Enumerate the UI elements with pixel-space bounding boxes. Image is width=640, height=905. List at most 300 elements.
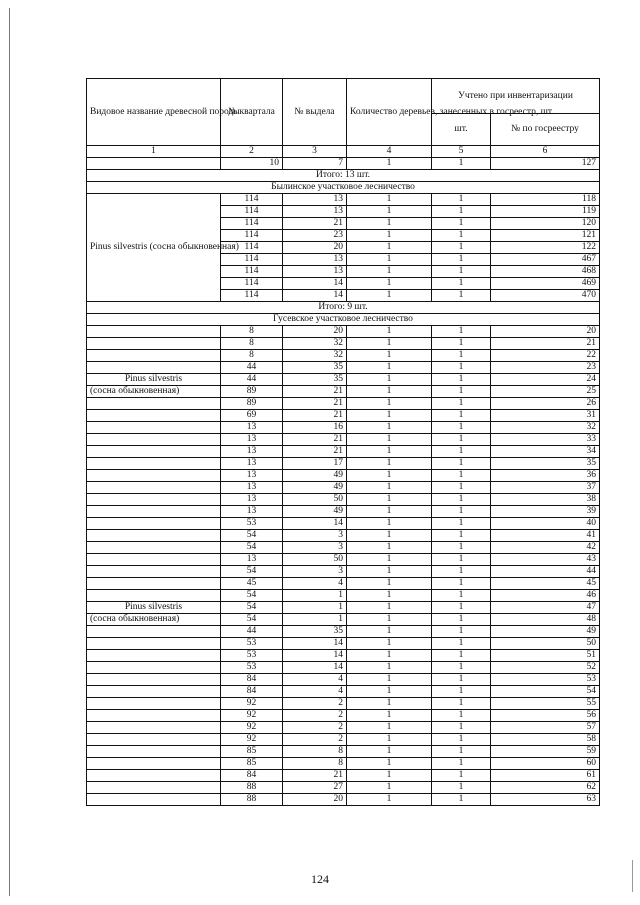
count-cell: 1 [347, 782, 432, 794]
registry-number-cell: 43 [491, 554, 600, 566]
pieces-cell: 1 [432, 218, 491, 230]
count-cell: 1 [347, 254, 432, 266]
total-row [87, 302, 600, 314]
table-row [87, 638, 600, 650]
section-cell: 21 [283, 410, 347, 422]
species-cell [87, 746, 221, 758]
quarter-cell: 114 [221, 278, 283, 290]
registry-number-cell: 44 [491, 566, 600, 578]
pieces-cell: 1 [432, 674, 491, 686]
count-cell: 1 [347, 614, 432, 626]
table-row [87, 458, 600, 470]
species-cell [87, 662, 221, 674]
count-cell: 1 [347, 422, 432, 434]
table-row [87, 374, 600, 386]
table-row [87, 614, 600, 626]
count-cell: 1 [347, 542, 432, 554]
quarter-cell: 45 [221, 578, 283, 590]
tree-registry-table [86, 78, 600, 806]
section-cell: 2 [283, 734, 347, 746]
species-cell [87, 506, 221, 518]
section-cell: 8 [283, 746, 347, 758]
species-cell [87, 554, 221, 566]
quarter-cell: 88 [221, 794, 283, 806]
pieces-cell: 1 [432, 434, 491, 446]
count-cell: 1 [347, 266, 432, 278]
registry-number-cell: 35 [491, 458, 600, 470]
registry-number-cell: 41 [491, 530, 600, 542]
quarter-cell: 54 [221, 566, 283, 578]
table-row [87, 782, 600, 794]
pieces-cell: 1 [432, 506, 491, 518]
count-cell: 1 [347, 674, 432, 686]
pieces-cell: 1 [432, 590, 491, 602]
section-cell: 14 [283, 650, 347, 662]
pieces-cell: 1 [432, 686, 491, 698]
quarter-cell: 53 [221, 650, 283, 662]
quarter-cell: 114 [221, 206, 283, 218]
section-cell: 21 [283, 386, 347, 398]
quarter-cell: 13 [221, 506, 283, 518]
section-cell: 4 [283, 686, 347, 698]
count-cell: 1 [347, 746, 432, 758]
registry-number-cell: 53 [491, 674, 600, 686]
table-row [87, 794, 600, 806]
pieces-cell: 1 [432, 338, 491, 350]
count-cell: 1 [347, 158, 432, 170]
pieces-cell: 1 [432, 650, 491, 662]
table-row [87, 470, 600, 482]
quarter-cell: 8 [221, 338, 283, 350]
pieces-cell: 1 [432, 530, 491, 542]
pieces-cell: 1 [432, 386, 491, 398]
quarter-cell: 114 [221, 290, 283, 302]
section-cell: 35 [283, 374, 347, 386]
registry-number-cell: 61 [491, 770, 600, 782]
pieces-cell: 1 [432, 230, 491, 242]
registry-number-cell: 54 [491, 686, 600, 698]
quarter-cell: 13 [221, 458, 283, 470]
species-cell [87, 794, 221, 806]
table-row [87, 650, 600, 662]
count-cell: 1 [347, 218, 432, 230]
pieces-cell: 1 [432, 746, 491, 758]
pieces-cell: 1 [432, 266, 491, 278]
forestry-row [87, 314, 600, 326]
pieces-cell: 1 [432, 782, 491, 794]
registry-number-cell: 23 [491, 362, 600, 374]
count-cell: 1 [347, 758, 432, 770]
section-cell: 4 [283, 578, 347, 590]
registry-number-cell: 50 [491, 638, 600, 650]
table-row [87, 518, 600, 530]
section-cell: 35 [283, 362, 347, 374]
section-cell: 49 [283, 470, 347, 482]
quarter-cell: 44 [221, 362, 283, 374]
quarter-cell: 54 [221, 614, 283, 626]
section-cell: 1 [283, 614, 347, 626]
pieces-cell: 1 [432, 482, 491, 494]
pieces-cell: 1 [432, 734, 491, 746]
species-cell [87, 674, 221, 686]
table-row [87, 506, 600, 518]
table-row [87, 590, 600, 602]
registry-number-cell: 37 [491, 482, 600, 494]
species-cell [87, 698, 221, 710]
section-cell: 35 [283, 626, 347, 638]
quarter-cell: 89 [221, 386, 283, 398]
count-cell: 1 [347, 710, 432, 722]
quarter-cell: 92 [221, 722, 283, 734]
section-cell: 21 [283, 398, 347, 410]
pieces-cell: 1 [432, 242, 491, 254]
quarter-cell: 88 [221, 782, 283, 794]
species-common-name: (сосна обыкновенная) [87, 614, 221, 626]
section-cell: 4 [283, 674, 347, 686]
quarter-cell: 84 [221, 674, 283, 686]
section-cell: 23 [283, 230, 347, 242]
count-cell: 1 [347, 326, 432, 338]
table-row [87, 194, 600, 206]
table-row [87, 734, 600, 746]
count-cell: 1 [347, 206, 432, 218]
pieces-cell: 1 [432, 662, 491, 674]
registry-number-cell: 40 [491, 518, 600, 530]
section-cell: 20 [283, 794, 347, 806]
species-latin-name: Pinus silvestris [87, 602, 221, 614]
count-cell: 1 [347, 434, 432, 446]
section-cell: 21 [283, 770, 347, 782]
header-row [87, 79, 600, 114]
scan-edge-line [9, 8, 10, 896]
count-cell: 1 [347, 626, 432, 638]
table-row [87, 770, 600, 782]
column-number: 1 [87, 146, 221, 158]
species-cell [87, 650, 221, 662]
registry-number-cell: 32 [491, 422, 600, 434]
header-tree-count: Количество деревьев, занесенных в госреестр, шт. [347, 79, 432, 146]
species-cell [87, 410, 221, 422]
table-row [87, 542, 600, 554]
section-cell: 21 [283, 446, 347, 458]
quarter-cell: 84 [221, 770, 283, 782]
quarter-cell: 85 [221, 758, 283, 770]
pieces-cell: 1 [432, 194, 491, 206]
species-cell [87, 398, 221, 410]
table-row [87, 554, 600, 566]
quarter-cell: 54 [221, 530, 283, 542]
pieces-cell: 1 [432, 494, 491, 506]
count-cell: 1 [347, 518, 432, 530]
species-cell [87, 686, 221, 698]
registry-number-cell: 470 [491, 290, 600, 302]
pieces-cell: 1 [432, 362, 491, 374]
count-cell: 1 [347, 398, 432, 410]
column-number: 3 [283, 146, 347, 158]
quarter-cell: 44 [221, 374, 283, 386]
pieces-cell: 1 [432, 566, 491, 578]
count-cell: 1 [347, 662, 432, 674]
quarter-cell: 84 [221, 686, 283, 698]
registry-number-cell: 121 [491, 230, 600, 242]
pieces-cell: 1 [432, 698, 491, 710]
quarter-cell: 89 [221, 398, 283, 410]
pieces-cell: 1 [432, 722, 491, 734]
species-cell [87, 326, 221, 338]
section-cell: 14 [283, 638, 347, 650]
registry-number-cell: 469 [491, 278, 600, 290]
section-cell: 21 [283, 218, 347, 230]
species-cell [87, 710, 221, 722]
species-cell [87, 638, 221, 650]
count-cell: 1 [347, 566, 432, 578]
pieces-cell: 1 [432, 350, 491, 362]
table-row [87, 674, 600, 686]
section-cell: 2 [283, 698, 347, 710]
table-row [87, 698, 600, 710]
section-cell: 20 [283, 242, 347, 254]
quarter-cell: 13 [221, 446, 283, 458]
species-latin-name: Pinus silvestris [87, 374, 221, 386]
section-cell: 32 [283, 338, 347, 350]
table-row [87, 326, 600, 338]
registry-number-cell: 62 [491, 782, 600, 794]
section-cell: 17 [283, 458, 347, 470]
column-number: 6 [491, 146, 600, 158]
species-cell [87, 566, 221, 578]
count-cell: 1 [347, 530, 432, 542]
header-inventory: Учтено при инвентаризации [432, 79, 600, 114]
section-cell: 50 [283, 494, 347, 506]
section-cell: 1 [283, 590, 347, 602]
species-cell [87, 446, 221, 458]
species-cell [87, 422, 221, 434]
count-cell: 1 [347, 470, 432, 482]
registry-number-cell: 26 [491, 398, 600, 410]
species-cell [87, 590, 221, 602]
registry-number-cell: 118 [491, 194, 600, 206]
registry-number-cell: 39 [491, 506, 600, 518]
quarter-cell: 53 [221, 662, 283, 674]
section-cell: 27 [283, 782, 347, 794]
pieces-cell: 1 [432, 578, 491, 590]
pieces-cell: 1 [432, 446, 491, 458]
count-cell: 1 [347, 410, 432, 422]
registry-number-cell: 36 [491, 470, 600, 482]
total-row [87, 170, 600, 182]
registry-number-cell: 56 [491, 710, 600, 722]
section-cell: 14 [283, 662, 347, 674]
table-row [87, 686, 600, 698]
species-common-name: (сосна обыкновенная) [87, 386, 221, 398]
pieces-cell: 1 [432, 602, 491, 614]
registry-number-cell: 33 [491, 434, 600, 446]
count-cell: 1 [347, 794, 432, 806]
section-cell: 49 [283, 506, 347, 518]
pieces-cell: 1 [432, 254, 491, 266]
count-cell: 1 [347, 482, 432, 494]
species-cell: Pinus silvestris (сосна обыкновенная) [87, 194, 221, 302]
section-cell: 1 [283, 602, 347, 614]
pieces-cell: 1 [432, 374, 491, 386]
section-cell: 3 [283, 530, 347, 542]
total-label: Итого: 13 шт. [87, 170, 600, 182]
count-cell: 1 [347, 446, 432, 458]
quarter-cell: 53 [221, 638, 283, 650]
section-cell: 14 [283, 290, 347, 302]
pieces-cell: 1 [432, 758, 491, 770]
registry-number-cell: 467 [491, 254, 600, 266]
pieces-cell: 1 [432, 158, 491, 170]
registry-number-cell: 38 [491, 494, 600, 506]
total-label: Итого: 9 шт. [87, 302, 600, 314]
header-registry-number: № по госреестру [491, 114, 600, 146]
count-cell: 1 [347, 734, 432, 746]
column-number: 2 [221, 146, 283, 158]
column-number: 5 [432, 146, 491, 158]
table-row [87, 350, 600, 362]
registry-number-cell: 57 [491, 722, 600, 734]
count-cell: 1 [347, 578, 432, 590]
count-cell: 1 [347, 638, 432, 650]
table-row [87, 446, 600, 458]
quarter-cell: 114 [221, 254, 283, 266]
table-row [87, 494, 600, 506]
count-cell: 1 [347, 770, 432, 782]
quarter-cell: 69 [221, 410, 283, 422]
species-cell [87, 158, 221, 170]
page-number: 124 [311, 872, 329, 886]
registry-number-cell: 119 [491, 206, 600, 218]
section-cell: 13 [283, 254, 347, 266]
count-cell: 1 [347, 650, 432, 662]
count-cell: 1 [347, 242, 432, 254]
registry-number-cell: 51 [491, 650, 600, 662]
quarter-cell: 114 [221, 194, 283, 206]
registry-number-cell: 63 [491, 794, 600, 806]
count-cell: 1 [347, 554, 432, 566]
table-row [87, 422, 600, 434]
registry-number-cell: 59 [491, 746, 600, 758]
species-cell [87, 482, 221, 494]
table-row [87, 710, 600, 722]
species-cell [87, 758, 221, 770]
table-row [87, 578, 600, 590]
section-cell: 2 [283, 710, 347, 722]
registry-number-cell: 25 [491, 386, 600, 398]
registry-number-cell: 55 [491, 698, 600, 710]
quarter-cell: 8 [221, 326, 283, 338]
species-cell [87, 350, 221, 362]
section-cell: 2 [283, 722, 347, 734]
section-cell: 50 [283, 554, 347, 566]
table-row [87, 662, 600, 674]
registry-number-cell: 122 [491, 242, 600, 254]
count-cell: 1 [347, 686, 432, 698]
count-cell: 1 [347, 494, 432, 506]
pieces-cell: 1 [432, 770, 491, 782]
pieces-cell: 1 [432, 626, 491, 638]
table-row [87, 362, 600, 374]
registry-number-cell: 58 [491, 734, 600, 746]
section-cell: 32 [283, 350, 347, 362]
species-cell [87, 518, 221, 530]
pieces-cell: 1 [432, 518, 491, 530]
section-cell: 21 [283, 434, 347, 446]
species-cell [87, 542, 221, 554]
pieces-cell: 1 [432, 206, 491, 218]
quarter-cell: 114 [221, 218, 283, 230]
count-cell: 1 [347, 602, 432, 614]
quarter-cell: 13 [221, 434, 283, 446]
quarter-cell: 92 [221, 710, 283, 722]
table-row [87, 530, 600, 542]
pieces-cell: 1 [432, 278, 491, 290]
count-cell: 1 [347, 590, 432, 602]
quarter-cell: 13 [221, 470, 283, 482]
section-cell: 14 [283, 518, 347, 530]
registry-number-cell: 47 [491, 602, 600, 614]
species-cell [87, 578, 221, 590]
table-row [87, 722, 600, 734]
species-cell [87, 338, 221, 350]
count-cell: 1 [347, 386, 432, 398]
registry-number-cell: 21 [491, 338, 600, 350]
count-cell: 1 [347, 350, 432, 362]
table-row [87, 602, 600, 614]
species-cell [87, 470, 221, 482]
quarter-cell: 10 [221, 158, 283, 170]
forestry-row [87, 182, 600, 194]
table-body [87, 79, 600, 806]
pieces-cell: 1 [432, 410, 491, 422]
forestry-name: Гусевское участковое лесничество [87, 314, 600, 326]
section-cell: 3 [283, 542, 347, 554]
table-row [87, 410, 600, 422]
quarter-cell: 92 [221, 698, 283, 710]
count-cell: 1 [347, 698, 432, 710]
header-species: Видовое название древесной породы [87, 79, 221, 146]
species-cell [87, 734, 221, 746]
section-cell: 3 [283, 566, 347, 578]
table-row [87, 482, 600, 494]
section-cell: 20 [283, 326, 347, 338]
quarter-cell: 13 [221, 554, 283, 566]
table-row [87, 746, 600, 758]
count-cell: 1 [347, 458, 432, 470]
quarter-cell: 13 [221, 494, 283, 506]
registry-number-cell: 52 [491, 662, 600, 674]
pieces-cell: 1 [432, 794, 491, 806]
pieces-cell: 1 [432, 638, 491, 650]
section-cell: 49 [283, 482, 347, 494]
header-section: № выдела [283, 79, 347, 146]
quarter-cell: 54 [221, 542, 283, 554]
quarter-cell: 8 [221, 350, 283, 362]
species-cell [87, 722, 221, 734]
count-cell: 1 [347, 278, 432, 290]
registry-number-cell: 20 [491, 326, 600, 338]
registry-number-cell: 46 [491, 590, 600, 602]
species-cell [87, 530, 221, 542]
quarter-cell: 114 [221, 230, 283, 242]
quarter-cell: 54 [221, 590, 283, 602]
section-cell: 13 [283, 206, 347, 218]
count-cell: 1 [347, 194, 432, 206]
section-cell: 7 [283, 158, 347, 170]
quarter-cell: 114 [221, 266, 283, 278]
species-cell [87, 362, 221, 374]
